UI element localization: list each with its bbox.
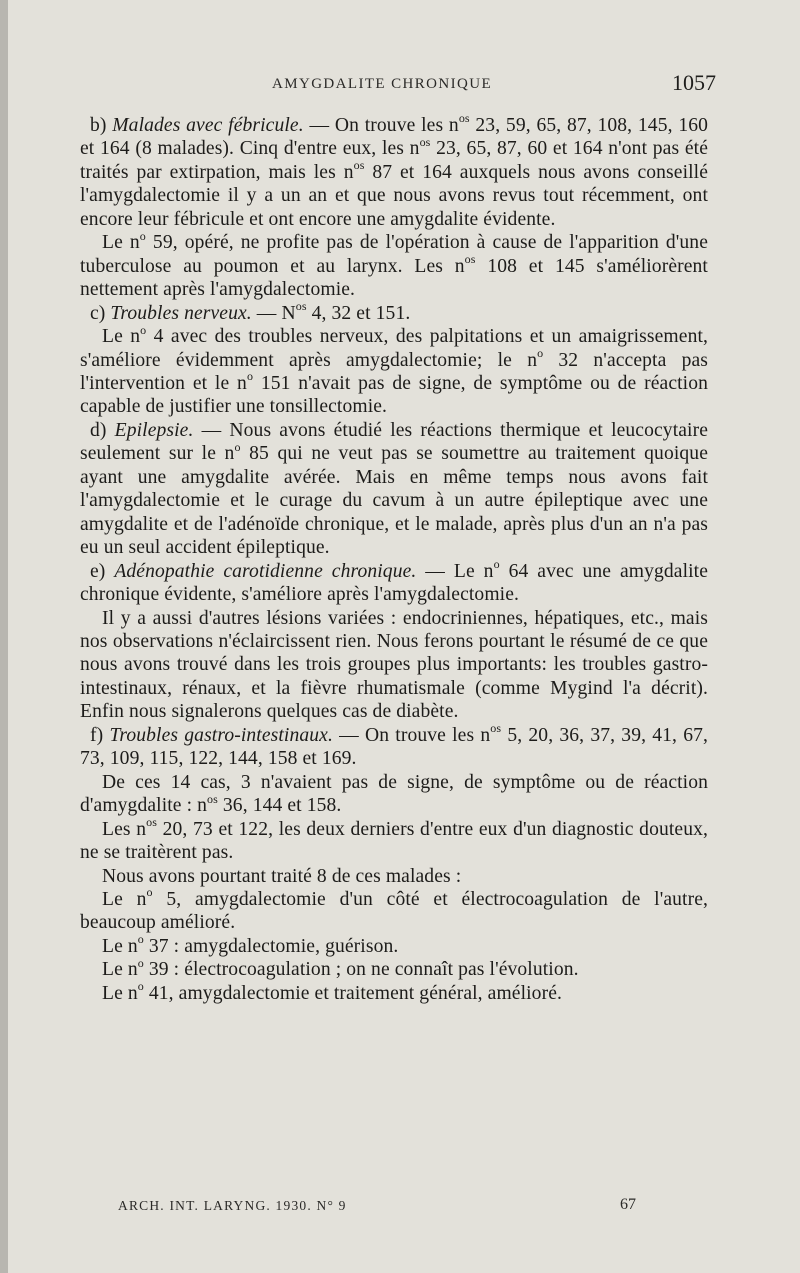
paragraph xyxy=(80,228,708,301)
text-run: 39 : électrocoagulation ; on ne connaît pas l'évolution. xyxy=(143,959,579,981)
text-run: 20, 73 et 122, les deux derniers d'entre eux d'un diagnostic douteux, ne se traitèrent pas. xyxy=(80,818,708,864)
page-number: 1057 xyxy=(672,70,716,95)
superscript: os xyxy=(464,252,476,267)
text-run: 4 avec des troubles nerveux, des palpitations et un amaigrissement, s'améliore évidemment après amygdalectomie; le n xyxy=(80,326,709,371)
paragraph xyxy=(80,771,708,818)
paragraph xyxy=(80,419,708,560)
superscript: os xyxy=(353,158,365,173)
text-run: Le n xyxy=(102,982,138,1004)
text-run: Le n xyxy=(102,232,140,254)
text-run: 5, amygdalectomie d'un côté et électrocoagulation de l'autre, beaucoup amélioré. xyxy=(80,888,708,934)
paragraph xyxy=(80,299,708,325)
body-text xyxy=(80,111,709,1005)
text-run: Le n xyxy=(102,326,141,348)
superscript: os xyxy=(146,815,157,830)
text-run: — Nous avons étudié les réactions thermique et leucocytaire seulement sur le n xyxy=(80,419,708,465)
text-run: 4, 32 et 151. xyxy=(306,302,411,324)
superscript: o xyxy=(137,979,144,994)
text-run: d) xyxy=(90,419,115,441)
text-run: 108 et 145 s'améliorèrent nettement après l'amygdalectomie. xyxy=(80,255,708,301)
text-run: Nous avons pourtant traité 8 de ces malades : xyxy=(102,865,462,887)
signature-number: 67 xyxy=(620,1196,636,1213)
text-run: 36, 144 et 158. xyxy=(217,795,342,817)
page-footer xyxy=(0,1196,800,1220)
text-run: 37 : amygdalectomie, guérison. xyxy=(143,935,399,957)
paragraph xyxy=(80,979,708,1005)
paragraph xyxy=(80,885,708,935)
text-run: — N xyxy=(251,302,296,324)
text-run: Les n xyxy=(102,818,147,840)
superscript: o xyxy=(537,346,544,360)
journal-reference: ARCH. INT. LARYNG. 1930. N° 9 xyxy=(118,1198,347,1213)
superscript: o xyxy=(493,557,500,572)
text-run: f) xyxy=(90,724,110,746)
superscript: os xyxy=(207,791,218,806)
text-run: Le n xyxy=(102,959,138,981)
running-header xyxy=(0,70,800,104)
text-run: 5, 20, 36, 37, 39, 41, 67, 73, 109, 115, 122, 144, 158 et 169. xyxy=(80,724,709,770)
page-edge-shadow xyxy=(0,0,8,1273)
paragraph xyxy=(80,865,708,888)
text-run: — On trouve les n xyxy=(303,115,459,136)
text-run: 23, 65, 87, 60 et 164 n'ont pas été traités par extirpation, mais les n xyxy=(80,138,708,183)
paragraph xyxy=(80,815,708,865)
text-run: 41, amygdalectomie et traitement général, amélioré. xyxy=(143,982,562,1004)
superscript: os xyxy=(295,299,307,314)
text-run: 23, 59, 65, 87, 108, 145, 160 et 164 (8 malades). Cinq d'entre eux, les n xyxy=(80,115,709,160)
text-run: De ces 14 cas, 3 n'avaient pas de signe, de symptôme ou de réaction d'amygdalite : n xyxy=(80,771,708,817)
paragraph xyxy=(80,322,709,419)
text-run: 59, opéré, ne profite pas de l'opération à cause de l'apparition d'une tuberculose au poumon et au larynx. Les n xyxy=(80,232,708,277)
superscript: os xyxy=(490,721,502,736)
superscript: o xyxy=(146,885,153,900)
text-run: — On trouve les n xyxy=(332,724,491,746)
running-title: AMYGDALITE CHRONIQUE xyxy=(272,76,493,92)
text-run: c) xyxy=(90,302,111,324)
paragraph xyxy=(80,111,709,231)
text-run: — Le n xyxy=(416,560,494,582)
text-run: 85 qui ne veut pas se soumettre au traitement quoique ayant une amygdalite avérée. Mais en même temps nous avons fait l'amygdalectomie et le curage du cavum à un autre épileptique avec une amygdalite et de l'adénoïde chronique, et le malade, après plus d'un an n'a pas eu un seul accident épileptique. xyxy=(80,443,708,559)
paragraph xyxy=(80,721,709,771)
paragraph xyxy=(80,955,708,981)
text-run: Le n xyxy=(102,888,147,910)
italic-heading: Malades avec fébricule. xyxy=(112,115,304,136)
text-run: e) xyxy=(90,560,115,582)
italic-heading: Adénopathie carotidienne chronique. xyxy=(114,560,417,582)
superscript: o xyxy=(246,369,254,384)
paragraph xyxy=(80,932,708,958)
paragraph xyxy=(80,607,708,724)
superscript: os xyxy=(419,134,431,149)
text-run: 87 et 164 auxquels nous avons conseillé l'amygdalectomie il y a un an et que nous avons revus tout récemment, ont encore leur fébricule et ont encore une amygdalite évidente. xyxy=(80,161,708,230)
italic-heading: Troubles nerveux. xyxy=(110,302,252,324)
text-run: Le n xyxy=(102,935,138,957)
superscript: o xyxy=(234,439,241,454)
text-run: 64 avec une amygdalite chronique évidente, s'améliore après l'amygdalectomie. xyxy=(80,560,709,606)
superscript: o xyxy=(137,932,144,947)
italic-heading: Troubles gastro-intestinaux. xyxy=(109,724,333,746)
text-run: Il y a aussi d'autres lésions variées : endocriniennes, hépatiques, etc., mais nos observations n'éclaircissent rien. Nous ferons pourtant le résumé de ce que nous avons trouvé dans les trois groupes plus importants: les troubles gastro-intestinaux, rénaux, et la fièvre rhumatismale (comme Mygind l'a décrit). Enfin nous signalerons quelques cas de diabète. xyxy=(80,607,708,723)
text-run: 151 n'avait pas de signe, de symptôme ou de réaction capable de justifier une tonsillectomie. xyxy=(80,372,709,418)
superscript: o xyxy=(137,955,144,970)
paragraph xyxy=(80,557,709,607)
superscript: o xyxy=(140,322,147,337)
text-run: 32 n'accepta pas l'intervention et le n xyxy=(80,349,708,394)
text-run: b) xyxy=(90,115,113,136)
superscript: os xyxy=(458,111,470,126)
superscript: o xyxy=(139,228,146,243)
italic-heading: Epilepsie. xyxy=(114,419,194,441)
